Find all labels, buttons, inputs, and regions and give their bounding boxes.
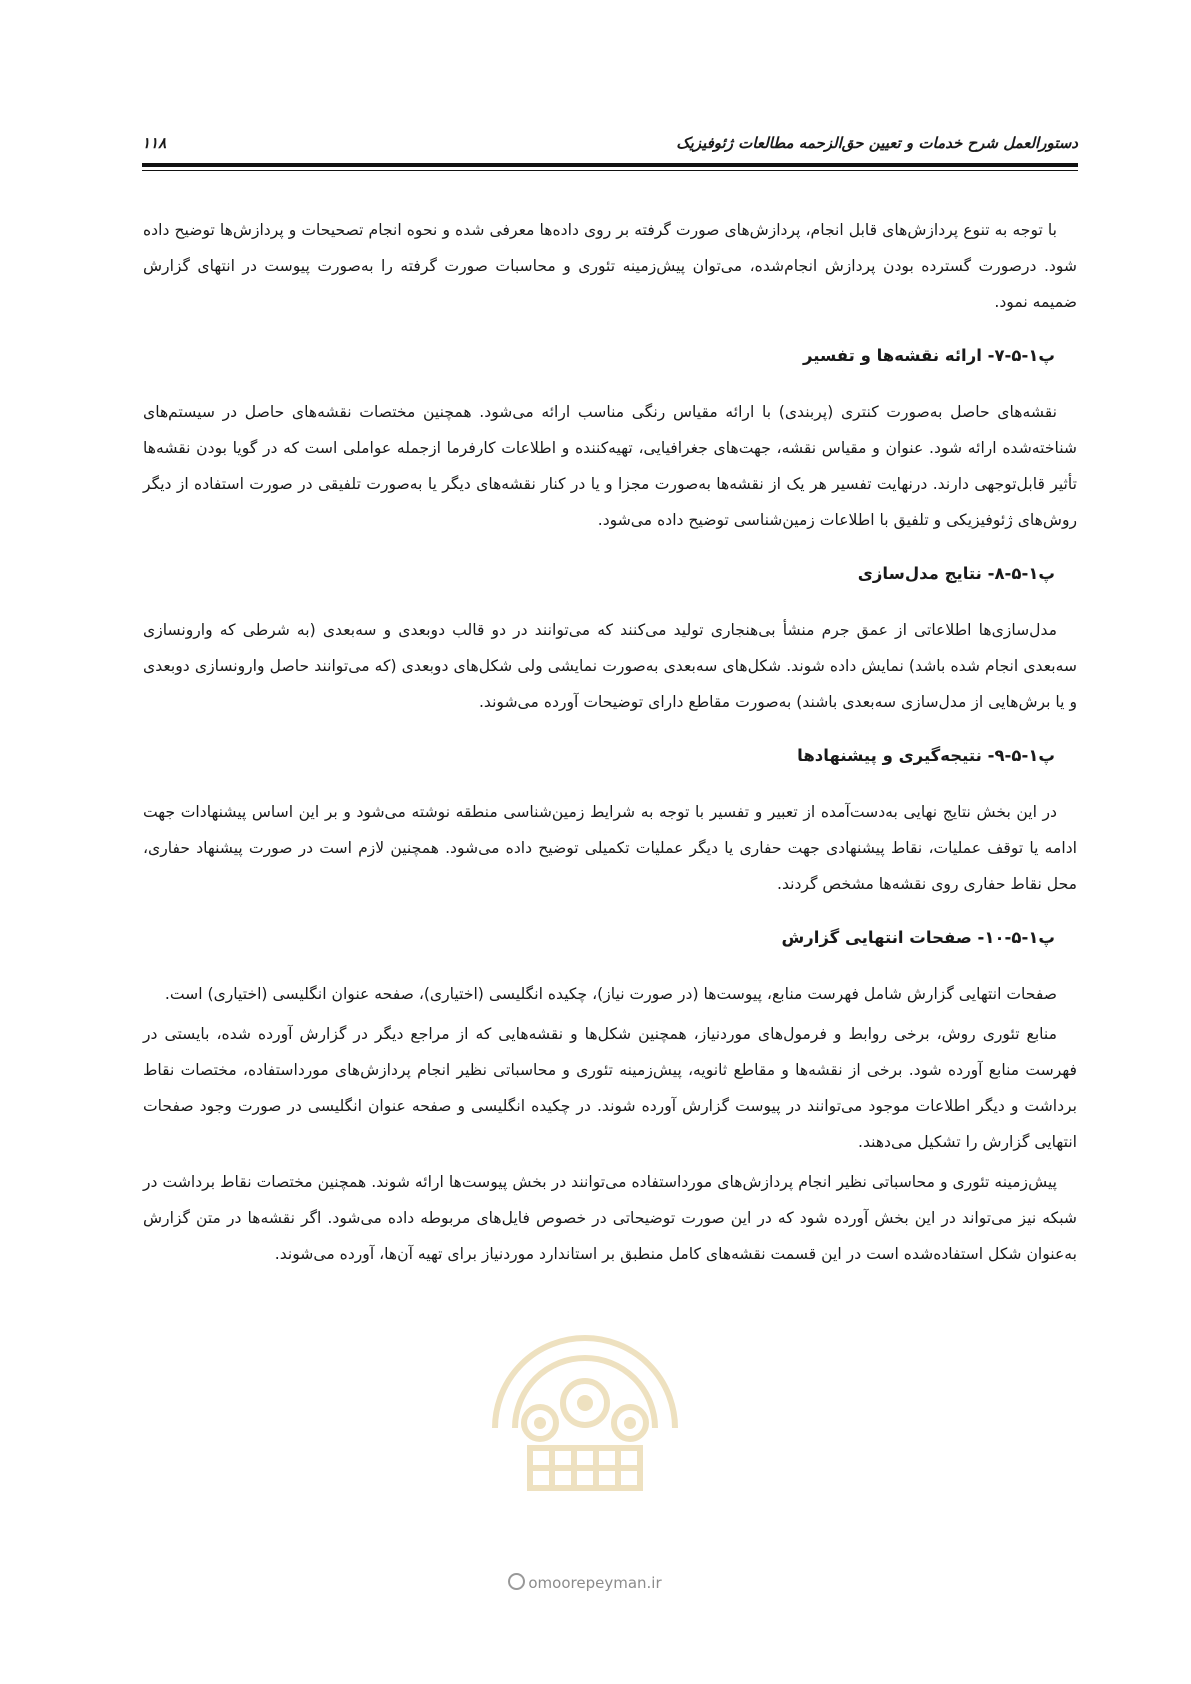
section-7-paragraph: نقشه‌های حاصل به‌صورت کنتری (پربندی) با ارائه مقیاس رنگی مناسب ارائه می‌شود. همچنین مختصات نقشه‌های حاصل در سیستم‌های شناخته‌شده ارائه شود. عنوان و مقیاس نقشه، جهت‌های جغرافیایی، تهیه‌کننده و اطلاعات کارفرما ازجمله عواملی است که در گویا بودن نقشه‌ها تأثیر قابل‌توجهی دارند. درنهایت تفسیر هر یک از نقشه‌ها به‌صورت مجزا و یا در کنار نقشه‌های دیگر یا به‌صورت تلفیقی در صورت استفاده از دیگر روش‌های ژئوفیزیکی و تلفیق با اطلاعات زمین‌شناسی توضیح داده می‌شود. [143, 403, 1077, 529]
intro-paragraph: با توجه به تنوع پردازش‌های قابل انجام، پردازش‌های صورت گرفته بر روی داده‌ها معرفی شده و نحوه انجام تصحیحات و پردازش‌ها توضیح داده شود. درصورت گسترده بودن پردازش انجام‌شده، می‌توان پیش‌زمینه تئوری و محاسبات صورت گرفته را به‌صورت پیوست در انتهای گزارش ضمیمه نمود. [143, 221, 1077, 311]
header-title: دستورالعمل شرح خدمات و تعیین حق‌الزحمه مطالعات ژئوفیزیک [676, 134, 1078, 152]
page-number: ۱۱۸ [142, 134, 167, 152]
section-10-paragraph-2: منابع تئوری روش، برخی روابط و فرمول‌های موردنیاز، همچنین شکل‌ها و نقشه‌هایی که از مراجع دیگر در گزارش آورده شده، بایستی در فهرست منابع آورده شود. برخی از نقشه‌ها و مقاطع ثانویه، پیش‌زمینه تئوری و محاسباتی نظیر انجام پردازش‌های مورداستفاده، مختصات نقاط برداشت و دیگر اطلاعات موجود می‌توانند در پیوست گزارش آورده شوند. در چکیده انگلیسی و صفحه عنوان انگلیسی در صورت وجود صفحات انتهایی گزارش را تشکیل می‌دهند. [143, 1025, 1077, 1151]
header-rule-thin [142, 170, 1078, 171]
section-heading-8: پ۱-۵-۸- نتایج مدل‌سازی [857, 564, 1055, 583]
section-10-paragraph-3: پیش‌زمینه تئوری و محاسباتی نظیر انجام پردازش‌های مورداستفاده می‌توانند در بخش پیوست‌ها ارائه شوند. همچنین مختصات نقاط برداشت در شبکه نیز می‌تواند در این بخش آورده شود که در این صورت توضیحاتی در خصوص فایل‌های مربوطه داده می‌شود. اگر نقشه‌ها در متن گزارش به‌عنوان شکل استفاده‌شده است در این قسمت نقشه‌های کامل منطبق بر استاندارد موردنیاز برای تهیه آن‌ها، آورده می‌شوند. [143, 1173, 1077, 1263]
section-heading-7: پ۱-۵-۷- ارائه نقشه‌ها و تفسیر [802, 346, 1055, 365]
section-heading-10: پ۱-۵-۱۰- صفحات انتهایی گزارش [781, 928, 1055, 947]
header-rule-thick [142, 163, 1078, 167]
page-header [142, 126, 1078, 166]
section-8-paragraph: مدل‌سازی‌ها اطلاعاتی از عمق جرم منشأ بی‌هنجاری تولید می‌کنند که می‌توانند در دو قالب دوبعدی و سه‌بعدی (به شرطی که وارونسازی سه‌بعدی انجام شده باشد) نمایش داده شوند. شکل‌های سه‌بعدی به‌صورت نمایشی ولی شکل‌های دوبعدی (که می‌توانند حاصل وارونسازی دوبعدی و یا برش‌هایی از مدل‌سازی سه‌بعدی باشند) به‌صورت مقاطع دارای توضیحات آورده می‌شوند. [143, 621, 1077, 711]
watermark-url: omoorepeyman.ir [485, 1573, 685, 1592]
section-9-paragraph: در این بخش نتایج نهایی به‌دست‌آمده از تعبیر و تفسیر با توجه به شرایط زمین‌شناسی منطقه نوشته می‌شود و بر این اساس پیشنهادات جهت ادامه یا توقف عملیات، نقاط پیشنهادی جهت حفاری یا دیگر عملیات تکمیلی توضیح داده می‌شود. همچنین لازم است در صورت پیشنهاد حفاری، محل نقاط حفاری روی نقشه‌ها مشخص گردند. [143, 803, 1077, 893]
section-10-paragraph-1: صفحات انتهایی گزارش شامل فهرست منابع، پیوست‌ها (در صورت نیاز)، چکیده انگلیسی (اختیاری)، صفحه عنوان انگلیسی (اختیاری) است. [164, 985, 1057, 1003]
section-heading-9: پ۱-۵-۹- نتیجه‌گیری و پیشنهادها [797, 746, 1055, 765]
page-body [143, 212, 1077, 1272]
watermark-at-icon [508, 1573, 525, 1590]
watermark-seal-icon [470, 1308, 700, 1498]
